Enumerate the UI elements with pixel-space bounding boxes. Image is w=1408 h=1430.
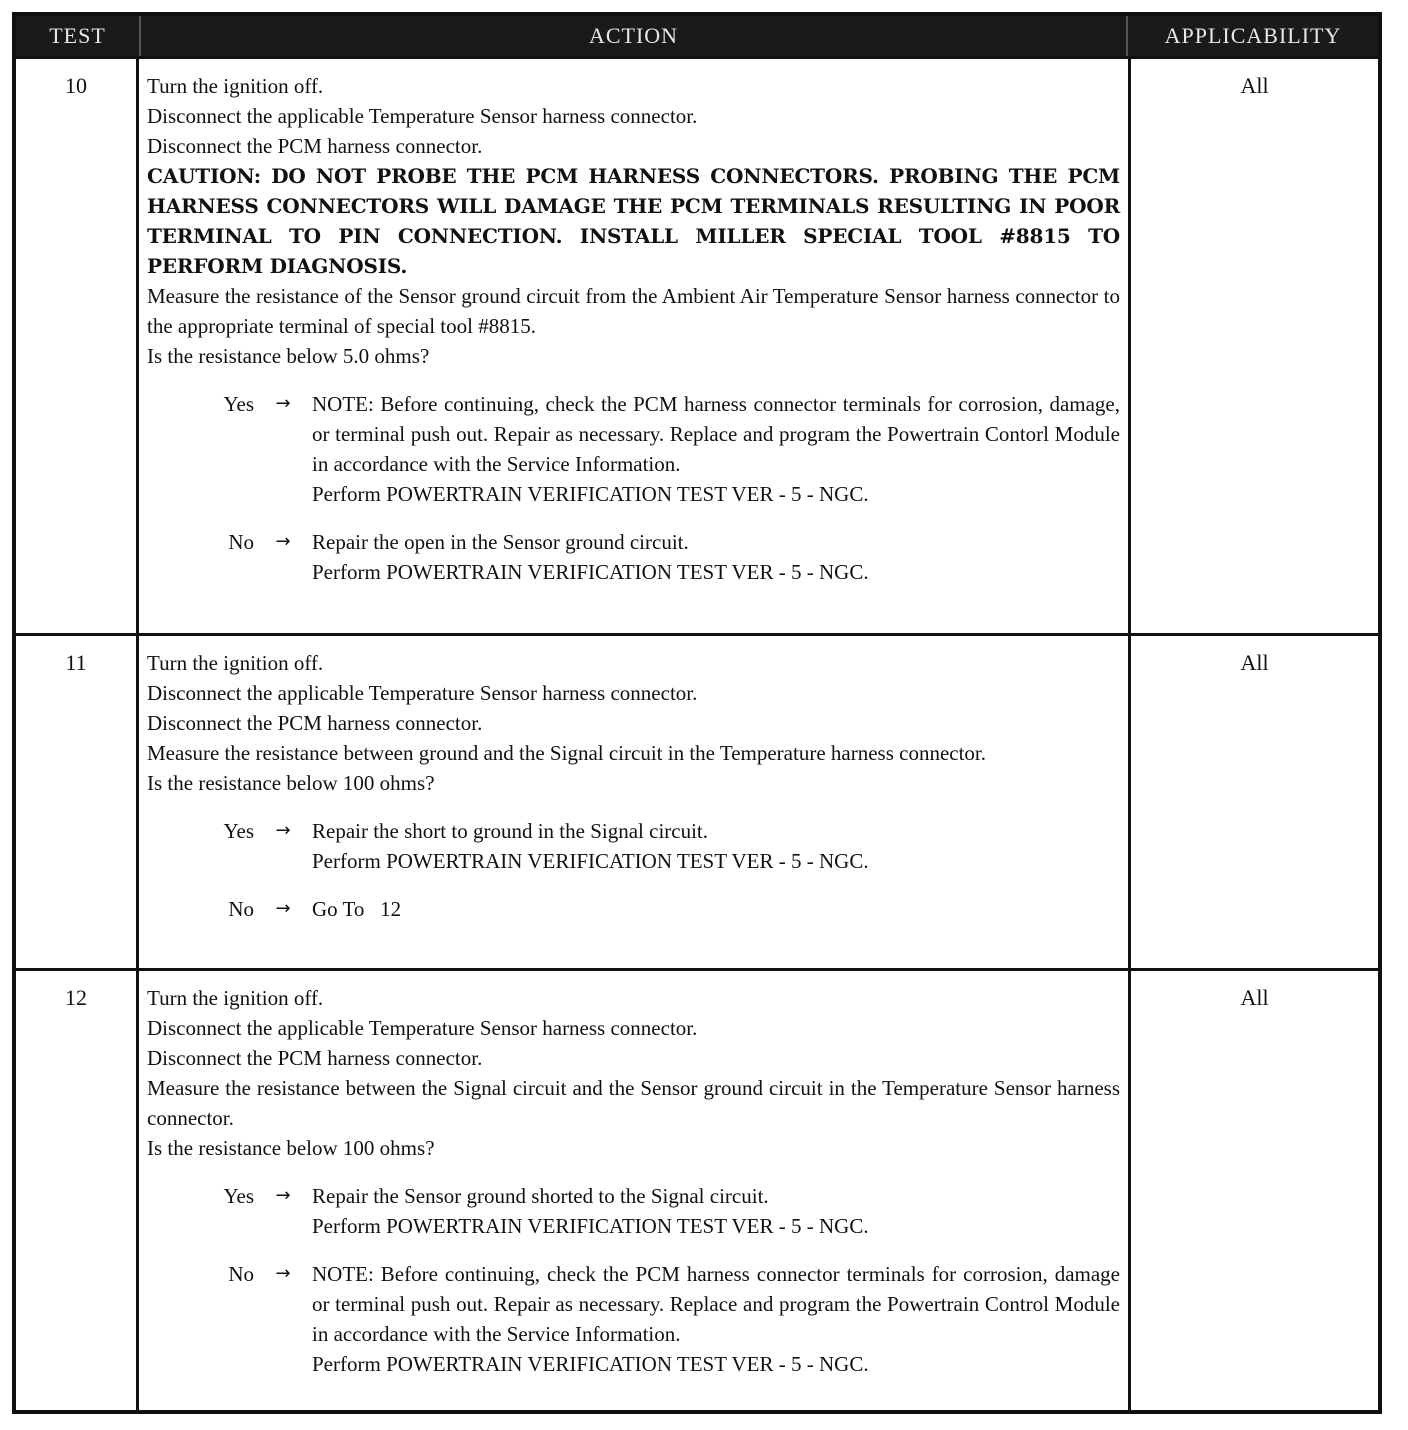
no-label: No (228, 897, 254, 921)
step-line: Disconnect the PCM harness connector. (147, 1046, 483, 1070)
yes-text (312, 1181, 1120, 1241)
test-number: 11 (16, 636, 139, 968)
test-number: 10 (16, 59, 139, 633)
action-cell (139, 971, 1128, 1410)
result-line: NOTE: Before continuing, check the PCM harness connector terminals for corrosion, damage or terminal push out. Repair as necessary. Replace and program the Powertrain Control Module in accordance with the Service Information. (312, 1262, 1120, 1346)
right-arrow-icon: → (275, 1263, 291, 1284)
caution-text: CAUTION: DO NOT PROBE THE PCM HARNESS CONNECTORS. PROBING THE PCM HARNESS CONNECTORS WILL DAMAGE THE PCM TERMINALS RESULTING IN POOR TERMINAL TO PIN CONNECTION. INSTALL MILLER SPECIAL TOOL #8815 TO PERFORM DIAGNOSIS. (147, 164, 1120, 278)
diagnostic-table (12, 12, 1382, 1414)
table-row (16, 968, 1378, 1410)
result-line: NOTE: Before continuing, check the PCM harness connector terminals for corrosion, damage, or terminal push out. Repair as necessary. Replace and program the Powertrain Contorl Module in accordance with the Service Information. (312, 392, 1120, 476)
yes-result (147, 389, 1120, 509)
result-line: Repair the short to ground in the Signal circuit. (312, 819, 709, 843)
right-arrow-icon: → (275, 393, 291, 414)
result-line: Perform POWERTRAIN VERIFICATION TEST VER - 5 - NGC. (312, 1214, 869, 1238)
applicability: All (1128, 636, 1378, 968)
no-text (312, 527, 1120, 587)
applicability: All (1128, 971, 1378, 1410)
step-line: Turn the ignition off. (147, 651, 324, 675)
action-cell (139, 636, 1128, 968)
header-applicability: APPLICABILITY (1164, 23, 1342, 48)
yes-result (147, 1181, 1120, 1241)
step-line: Measure the resistance between the Signal circuit and the Sensor ground circuit in the Temperature Sensor harness connector. (147, 1076, 1120, 1130)
step-line: Disconnect the applicable Temperature Sensor harness connector. (147, 1016, 698, 1040)
result-line: Perform POWERTRAIN VERIFICATION TEST VER - 5 - NGC. (312, 1352, 869, 1376)
no-label: No (228, 530, 254, 554)
right-arrow-icon: → (275, 820, 291, 841)
right-arrow-icon: → (275, 898, 291, 919)
step-line: Is the resistance below 100 ohms? (147, 1136, 435, 1160)
result-line: Perform POWERTRAIN VERIFICATION TEST VER - 5 - NGC. (312, 560, 869, 584)
action-cell (139, 59, 1128, 633)
table-row (16, 56, 1378, 633)
step-line: Disconnect the PCM harness connector. (147, 711, 483, 735)
result-line: Perform POWERTRAIN VERIFICATION TEST VER - 5 - NGC. (312, 849, 869, 873)
test-number: 12 (16, 971, 139, 1410)
yes-label: Yes (223, 1184, 254, 1208)
no-text (312, 1259, 1120, 1379)
applicability: All (1128, 59, 1378, 633)
step-line: Turn the ignition off. (147, 74, 324, 98)
table-header (16, 16, 1378, 56)
step-line: Disconnect the PCM harness connector. (147, 134, 483, 158)
no-result (147, 894, 1120, 924)
yes-text (312, 389, 1120, 509)
step-line: Is the resistance below 100 ohms? (147, 771, 435, 795)
result-line: Perform POWERTRAIN VERIFICATION TEST VER - 5 - NGC. (312, 482, 869, 506)
right-arrow-icon: → (275, 1185, 291, 1206)
yes-label: Yes (223, 819, 254, 843)
table-row (16, 633, 1378, 968)
result-line: Go To 12 (312, 897, 402, 921)
step-line: Disconnect the applicable Temperature Sensor harness connector. (147, 104, 698, 128)
step-line: Is the resistance below 5.0 ohms? (147, 344, 430, 368)
result-line: Repair the open in the Sensor ground circuit. (312, 530, 689, 554)
no-label: No (228, 1262, 254, 1286)
no-text (312, 894, 1120, 924)
no-result (147, 527, 1120, 587)
result-line: Repair the Sensor ground shorted to the Signal circuit. (312, 1184, 769, 1208)
step-line: Disconnect the applicable Temperature Sensor harness connector. (147, 681, 698, 705)
step-line: Turn the ignition off. (147, 986, 324, 1010)
header-action: ACTION (139, 16, 1128, 56)
no-result (147, 1259, 1120, 1379)
step-line: Measure the resistance of the Sensor ground circuit from the Ambient Air Temperature Sensor harness connector to the appropriate terminal of special tool #8815. (147, 284, 1120, 338)
step-line: Measure the resistance between ground and the Signal circuit in the Temperature harness connector. (147, 741, 987, 765)
header-test: TEST (49, 23, 106, 48)
right-arrow-icon: → (275, 531, 291, 552)
yes-label: Yes (223, 392, 254, 416)
yes-text (312, 816, 1120, 876)
yes-result (147, 816, 1120, 876)
